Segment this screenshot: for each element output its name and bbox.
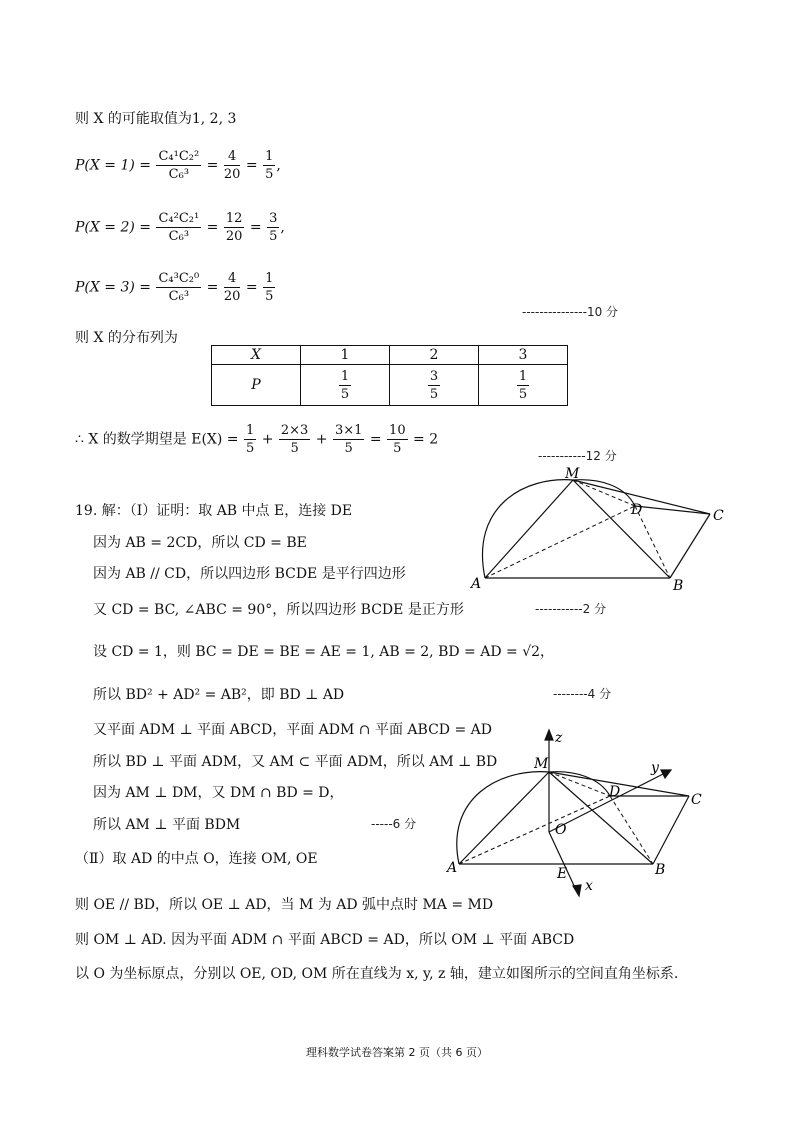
label-y: y <box>651 760 659 776</box>
score-mark-2: -----------2 分 <box>535 602 607 616</box>
q19-line-4: 又 CD = BC, ∠ABC = 90°，所以四边形 BCDE 是正方形 <box>93 602 464 618</box>
score-mark-4: --------4 分 <box>553 687 612 701</box>
q19-line-1: 19. 解：（Ⅰ）证明：取 AB 中点 E，连接 DE <box>75 503 353 519</box>
intro-line: 则 X 的可能取值为1, 2, 3 <box>75 111 237 127</box>
label-A: A <box>447 860 458 876</box>
q19-line-14: 以 O 为坐标原点，分别以 OE, OD, OM 所在直线为 x, y, z 轴，建立如图所示的空间直角坐标系. <box>75 966 679 982</box>
score-mark-12: -----------12 分 <box>538 449 617 463</box>
q19-line-9: 因为 AM ⊥ DM，又 DM ∩ BD = D， <box>93 785 344 801</box>
y-axis <box>549 772 667 832</box>
dist-intro: 则 X 的分布列为 <box>75 330 178 346</box>
expectation-line: ∴ X 的数学期望是 E(X) = $\frac{1}{5}$ + $\frac{2\times 3}{5}$ + $\frac{3\times 1}{5}$ = $\frac{10}{5}$ = 2 <box>75 423 439 456</box>
page-footer: 理科数学试卷答案第 2 页（共 6 页） <box>306 1046 488 1059</box>
label-x: x <box>585 878 593 894</box>
table-cell: $\frac{3}{5}$ <box>390 365 479 406</box>
label-E: E <box>557 866 568 882</box>
q19-line-10: 所以 AM ⊥ 平面 BDM <box>93 817 241 833</box>
q19-line-7: 又平面 ADM ⊥ 平面 ABCD，平面 ADM ∩ 平面 ABCD = AD <box>93 722 492 738</box>
edge-ad <box>459 796 610 864</box>
label-C: C <box>713 508 724 524</box>
table-cell: $\frac{1}{5}$ <box>479 365 568 406</box>
q19-line-2: 因为 AB = 2CD，所以 CD = BE <box>93 535 307 551</box>
q19-line-11: （Ⅱ）取 AD 的中点 O，连接 OM, OE <box>75 851 318 867</box>
label-A: A <box>471 576 482 592</box>
z-arrow-icon <box>545 730 553 740</box>
prob-line-1: P(X = 1) = $\frac{\text{C₄¹C₂²}}{\text{C₆³}}$ = $\frac{4}{20}$ = $\frac{1}{5}$ , <box>75 149 281 182</box>
edge-dc <box>635 506 710 514</box>
label-B: B <box>655 862 666 878</box>
table-cell: 1 <box>301 346 390 365</box>
q19-line-12: 则 OE // BD，所以 OE ⊥ AD，当 M 为 AD 弧中点时 MA = MD <box>75 897 494 913</box>
label-M: M <box>565 466 580 482</box>
label-O: O <box>555 822 567 838</box>
y-arrow-icon <box>661 770 671 778</box>
edge-ad <box>485 506 635 578</box>
edge-md <box>549 772 610 796</box>
table-cell: 2 <box>390 346 479 365</box>
edge-bc <box>653 796 689 864</box>
label-C: C <box>691 792 702 808</box>
edge-am <box>485 480 573 578</box>
q19-line-5: 设 CD = 1，则 BC = DE = BE = AE = 1, AB = 2, BD = AD = √2， <box>93 644 555 660</box>
label-M: M <box>534 756 549 772</box>
score-mark-10: ---------------10 分 <box>522 305 619 319</box>
prob-line-2: P(X = 2) = $\frac{\text{C₄²C₂¹}}{\text{C₆³}}$ = $\frac{12}{20}$ = $\frac{3}{5}$ , <box>75 211 285 244</box>
score-mark-6: -----6 分 <box>371 817 417 831</box>
table-row <box>212 365 568 406</box>
label-D: D <box>631 502 643 518</box>
edge-am <box>459 772 549 864</box>
label-z: z <box>555 730 563 746</box>
q19-line-6: 所以 BD² + AD² = AB²，即 BD ⊥ AD <box>93 687 345 703</box>
edge-bc <box>670 514 710 578</box>
q19-line-3: 因为 AB // CD，所以四边形 BCDE 是平行四边形 <box>93 566 406 582</box>
table-row <box>212 346 568 365</box>
label-B: B <box>673 578 684 594</box>
x-axis <box>549 832 577 892</box>
geometry-figure-2 <box>445 728 715 898</box>
edge-db <box>610 796 653 864</box>
geometry-figure-1 <box>465 466 735 596</box>
table-cell: 3 <box>479 346 568 365</box>
distribution-table <box>211 345 568 406</box>
prob-line-3: P(X = 3) = $\frac{\text{C₄³C₂⁰}}{\text{C₆³}}$ = $\frac{4}{20}$ = $\frac{1}{5}$ <box>75 271 274 304</box>
x-arrow-icon <box>573 885 581 896</box>
table-header-cell: P <box>212 365 301 406</box>
label-D: D <box>609 784 621 800</box>
q19-line-13: 则 OM ⊥ AD. 因为平面 ADM ∩ 平面 ABCD = AD，所以 OM ⊥ 平面 ABCD <box>75 932 575 948</box>
q19-line-8: 所以 BD ⊥ 平面 ADM，又 AM ⊂ 平面 ADM，所以 AM ⊥ BD <box>93 754 498 770</box>
table-cell: $\frac{1}{5}$ <box>301 365 390 406</box>
table-header-cell: X <box>212 346 301 365</box>
